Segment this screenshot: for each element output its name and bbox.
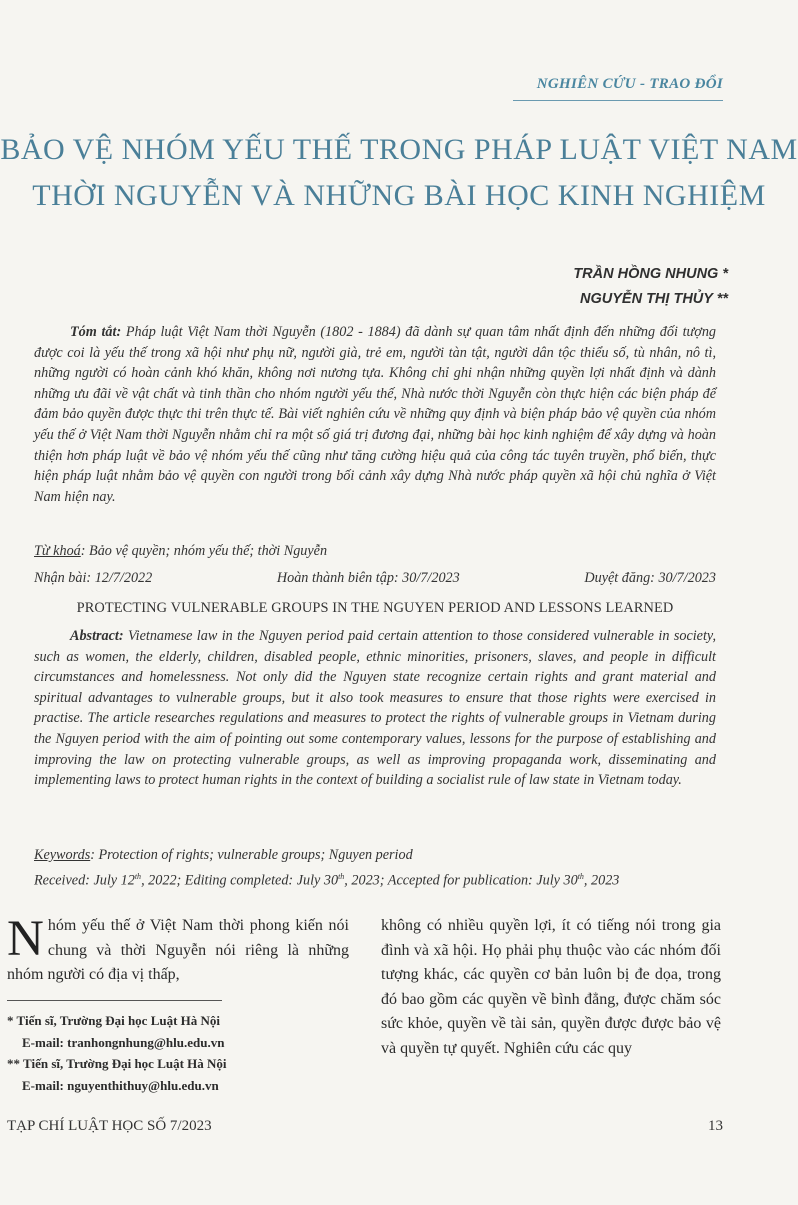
accepted-date-vi: Duyệt đăng: 30/7/2023	[584, 570, 716, 586]
edited-date-en: , 2022; Editing completed: July 30	[141, 872, 339, 889]
abstract-label-en: Abstract:	[70, 628, 124, 644]
author-1: TRẦN HỒNG NHUNG *	[573, 266, 728, 282]
received-date-en: Received: July 12	[34, 872, 135, 889]
ordinal-suffix: th	[134, 872, 142, 881]
title-line-1: BẢO VỆ NHÓM YẾU THẾ TRONG PHÁP LUẬT VIỆT NAM	[0, 133, 798, 166]
keywords-text-vi: : Bảo vệ quyền; nhóm yếu thế; thời Nguyễn	[80, 543, 328, 559]
abstract-text-en: Vietnamese law in the Nguyen period paid certain attention to those considered vulnerable in society, such as women, the elderly, children, disabled people, ethnic minorities, prisoners, slaves, and people in difficult circumstances and homelessness. Not only did the Nguyen state recognize certain rights and grant material and spiritual advantages to vulnerable groups, but it also took measures to ensure that those rights were exercised in practise. The article researches regulations and measures to protect the rights of vulnerable groups in Vietnam during the Nguyen period with the aim of pointing out some contemporary values, lessons for the purpose of establishing and improving the law on protecting vulnerable groups, as well as improving propaganda work, disseminating and implementing laws to protect human rights in the context of building a socialist rule of law state in Vietnam today.	[34, 628, 716, 789]
footnote-2-email: E-mail: nguyenthithuy@hlu.edu.vn	[22, 1077, 219, 1093]
english-abstract	[34, 626, 716, 791]
section-tag: NGHIÊN CỨU - TRAO ĐỔI	[536, 76, 723, 92]
ordinal-suffix: th	[577, 872, 584, 881]
body-column-left	[7, 911, 349, 988]
vietnamese-abstract	[34, 322, 716, 507]
article-title	[0, 127, 798, 219]
edited-date-vi: Hoàn thành biên tập: 30/7/2023	[276, 570, 460, 586]
keywords-label-en: Keywords	[34, 847, 91, 863]
footnote-1-email: E-mail: tranhongnhung@hlu.edu.vn	[22, 1034, 225, 1050]
footnote-2: ** Tiến sĩ, Trường Đại học Luật Hà Nội	[7, 1056, 227, 1071]
footnote-1: * Tiến sĩ, Trường Đại học Luật Hà Nội	[7, 1013, 221, 1028]
section-tag-underline	[513, 100, 723, 101]
keywords-vi	[34, 543, 327, 560]
abstract-text-vi: Pháp luật Việt Nam thời Nguyễn (1802 - 1884) đã dành sự quan tâm nhất định đến những đối tượng được coi là yếu thế trong xã hội như phụ nữ, người già, trẻ em, người tàn tật, người dân tộc thiểu số, tù nhân, nô tì, những người có hoàn cảnh khó khăn, không nơi nương tựa. Không chỉ ghi nhận những quyền lợi nhất định và dành những ưu đãi về vật chất và tinh thần cho nhóm người yếu thế, Nhà nước thời Nguyễn còn thực hiện các biện pháp để đảm bảo quyền được thực thi trên thực tế. Bài viết nghiên cứu về những quy định và biện pháp bảo vệ quyền của nhóm yếu thế ở Việt Nam thời Nguyễn nhằm chỉ ra một số giá trị đương đại, những bài học kinh nghiệm để xây dựng và hoàn thiện hơn pháp luật về bảo vệ nhóm yếu thế cũng như tăng cường hiệu quả của công tác tuyên truyền, phổ biến, thực hiện pháp luật nhằm bảo vệ quyền con người trong bối cảnh xây dựng Nhà nước pháp quyền xã hội chủ nghĩa ở Việt Nam hiện nay.	[34, 324, 717, 505]
page-number: 13	[708, 1118, 723, 1134]
dates-vi	[34, 570, 716, 587]
body-text-right: không có nhiều quyền lợi, ít có tiếng nói trong gia đình và xã hội. Họ phải phụ thuộc vào các nhóm đối tượng khác, các quyền cơ bản luôn bị đe dọa, trong đó bao gồm các quyền về bình đẳng, được chăm sóc sức khỏe, quyền về tài sản, quyền được được bảo vệ và quyền tự quyết. Nghiên cứu các quy	[381, 917, 721, 1057]
author-2: NGUYỄN THỊ THỦY **	[580, 291, 728, 307]
accepted-year-en: , 2023	[583, 872, 620, 889]
body-column-right	[381, 914, 721, 1062]
author-list	[573, 262, 728, 312]
journal-name: TẠP CHÍ LUẬT HỌC SỐ 7/2023	[7, 1118, 212, 1134]
keywords-text-en: : Protection of rights; vulnerable groups; Nguyen period	[90, 847, 413, 863]
accepted-date-en: , 2023; Accepted for publication: July 30	[344, 872, 578, 889]
footnote-divider	[7, 1000, 222, 1001]
received-date-vi: Nhận bài: 12/7/2022	[34, 570, 153, 586]
dates-en	[34, 872, 716, 890]
abstract-label-vi: Tóm tắt:	[70, 324, 122, 340]
title-line-2: THỜI NGUYỄN VÀ NHỮNG BÀI HỌC KINH NGHIỆM	[32, 179, 766, 212]
body-text-left: hóm yếu thế ở Việt Nam thời phong kiến nói chung và thời Nguyễn nói riêng là những nhóm người có địa vị thấp,	[7, 917, 349, 984]
ordinal-suffix: th	[338, 872, 345, 881]
footnotes	[7, 1010, 347, 1096]
drop-cap: N	[7, 911, 44, 967]
page-footer	[7, 1118, 723, 1135]
keywords-en	[34, 847, 413, 864]
keywords-label-vi: Từ khoá	[34, 543, 81, 559]
english-title: PROTECTING VULNERABLE GROUPS IN THE NGUYEN PERIOD AND LESSONS LEARNED	[76, 600, 674, 616]
